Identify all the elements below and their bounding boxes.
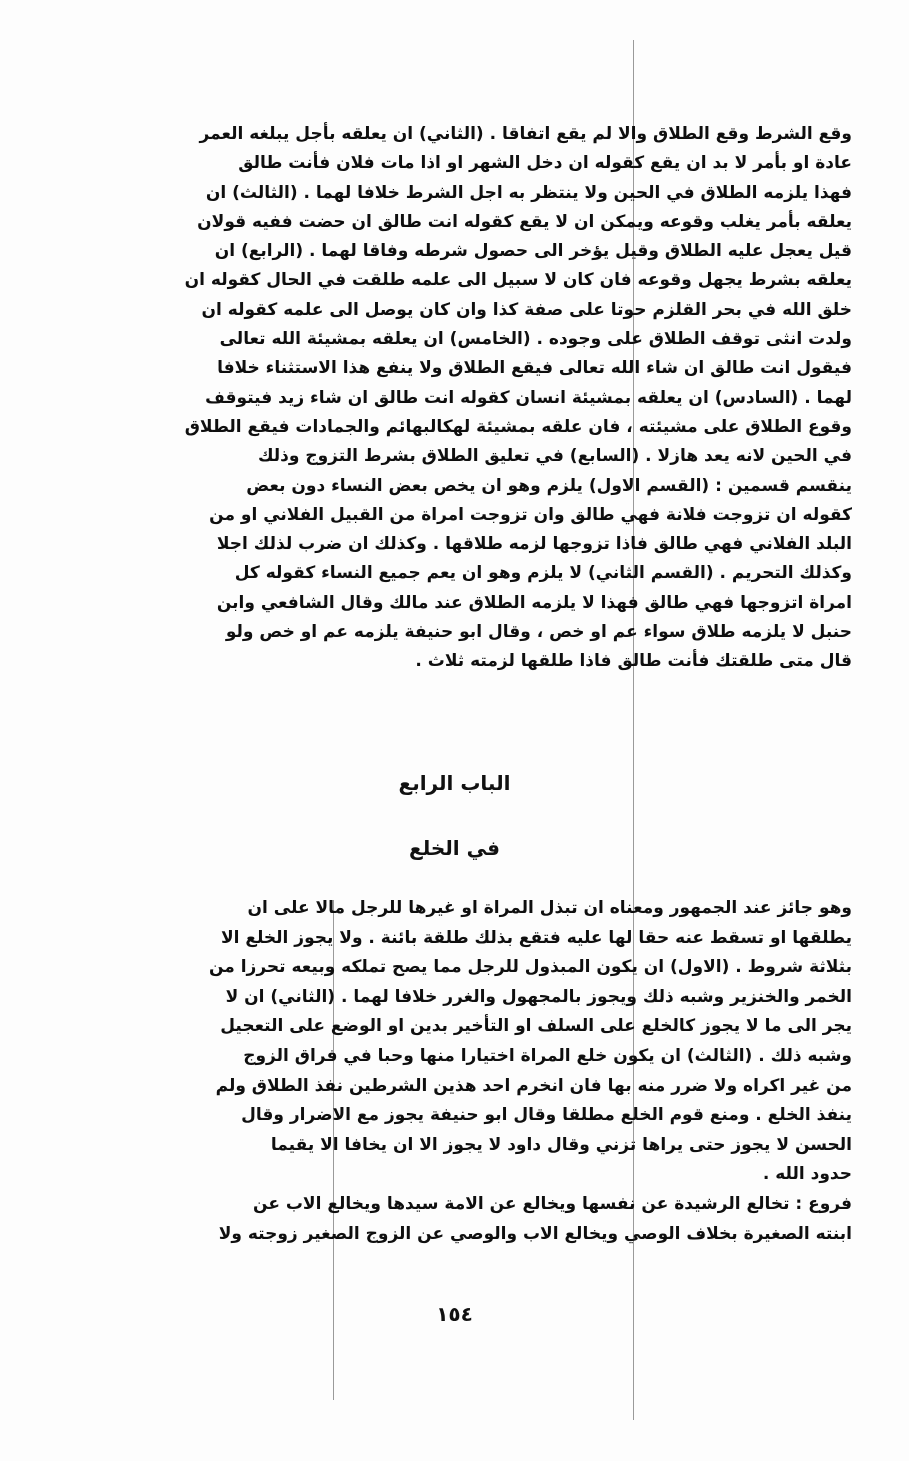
chapter-subtitle: في الخلع xyxy=(409,836,500,860)
chapter-title: الباب الرابع xyxy=(398,771,511,795)
text-line: عادة او بأمر لا بد ان يقع كقوله ان دخل الشهر او اذا مات فلان فأنت طالق xyxy=(238,153,852,174)
text-line: فيقول انت طالق ان شاء الله تعالى فيقع الطلاق ولا ينفع هذا الاستثناء خلافا xyxy=(217,358,852,379)
text-line: فهذا يلزمه الطلاق في الحين ولا ينتظر به اجل الشرط خلافا لهما . (الثالث) ان xyxy=(205,182,852,203)
text-line: من غير اكراه ولا ضرر منه بها فان انخرم احد هذين الشرطين نفذ الطلاق ولم xyxy=(215,1075,852,1096)
text-line: الحسن لا يجوز حتى يراها تزني وقال داود لا يجوز الا ان يخافا الا يقيما xyxy=(270,1134,852,1155)
text-line: كقوله ان تزوجت فلانة فهي طالق وان تزوجت امراة من القبيل الفلاني او من xyxy=(209,504,852,525)
paragraph-divorce-conditions xyxy=(60,120,852,677)
text-line: وقوع الطلاق على مشيئته ، فان علقه بمشيئة لهكالبهائم والجمادات فيقع الطلاق xyxy=(184,416,852,437)
text-line: وشبه ذلك . (الثالث) ان يكون خلع المراة اختيارا منها وحبا في فراق الزوج xyxy=(243,1045,852,1066)
text-line: فروع : تخالع الرشيدة عن نفسها ويخالع عن الامة سيدها ويخالع الاب عن xyxy=(253,1193,852,1214)
text-line: يعلقه بشرط يجهل وقوعه فان كان لا سبيل الى علمه طلقت في الحال كقوله ان xyxy=(184,270,852,291)
text-line: ينقسم قسمين : (القسم الاول) يلزم وهو ان يخص بعض النساء دون بعض xyxy=(246,475,852,496)
text-line: ينفذ الخلع . ومنع قوم الخلع مطلقا وقال ابو حنيفة يجوز مع الاضرار وقال xyxy=(241,1105,852,1126)
page-number: ١٥٤ xyxy=(436,1302,473,1326)
text-line: وهو جائز عند الجمهور ومعناه ان تبذل المراة او غيرها للرجل مالا على ان xyxy=(247,898,852,918)
text-line: وكذلك التحريم . (القسم الثاني) لا يلزم وهو ان يعم جميع النساء كقوله كل xyxy=(234,563,852,584)
text-line: حنبل لا يلزمه طلاق سواء عم او خص ، وقال ابو حنيفة يلزمه عم او خص ولو xyxy=(225,622,852,643)
text-line: البلد الفلاني فهي طالق فاذا تزوجها لزمه طلاقها . وكذلك ان ضرب لذلك اجلا xyxy=(216,534,852,555)
text-line: قيل يعجل عليه الطلاق وقيل يؤخر الى حصول شرطه وفاقا لهما . (الرابع) ان xyxy=(214,241,852,262)
text-line: يجر الى ما لا يجوز كالخلع على السلف او التأخير بدين او الوضع على التعجيل xyxy=(220,1016,852,1037)
text-line: امراة اتزوجها فهي طالق فهذا لا يلزمه الطلاق عند مالك وقال الشافعي وابن xyxy=(216,592,852,613)
text-line: قال متى طلقتك فأنت طالق فاذا طلقها لزمته ثلاث . xyxy=(415,651,852,672)
text-line: يطلقها او تسقط عنه حقا لها عليه فتقع بذلك طلقة بائنة . ولا يجوز الخلع الا xyxy=(220,927,852,948)
text-line: ابنته الصغيرة بخلاف الوصي ويخالع الاب والوصي عن الزوج الصغير زوجته ولا xyxy=(218,1223,852,1244)
text-line: خلق الله في بحر القلزم حوتا على صفة كذا وان كان يوصل الى علمه كقوله ان xyxy=(201,299,852,320)
paragraph-khula xyxy=(57,894,852,1249)
text-line: بثلاثة شروط . (الاول) ان يكون المبذول للرجل مما يصح تملكه وبيعه تحرزا من xyxy=(208,957,852,978)
text-line: يعلقه بأمر يغلب وقوعه ويمكن ان لا يقع كقوله انت طالق ان حضت ففيه قولان xyxy=(197,211,852,232)
text-line: وقع الشرط وقع الطلاق والا لم يقع اتفاقا . (الثاني) ان يعلقه بأجل يبلغه العمر xyxy=(199,124,852,144)
text-line: في الحين لانه يعد هازلا . (السابع) في تعليق الطلاق بشرط التزوج وذلك xyxy=(257,446,852,467)
text-line: حدود الله . xyxy=(762,1164,852,1185)
text-line: لهما . (السادس) ان يعلقه بمشيئة انسان كقوله انت طالق ان شاء زيد فيتوقف xyxy=(205,387,852,408)
text-line: الخمر والخنزير وشبه ذلك ويجوز بالمجهول والغرر خلافا لهما . (الثاني) ان لا xyxy=(225,986,852,1007)
text-line: ولدت انثى توقف الطلاق على وجوده . (الخامس) ان يعلقه بمشيئة الله تعالى xyxy=(219,329,852,350)
